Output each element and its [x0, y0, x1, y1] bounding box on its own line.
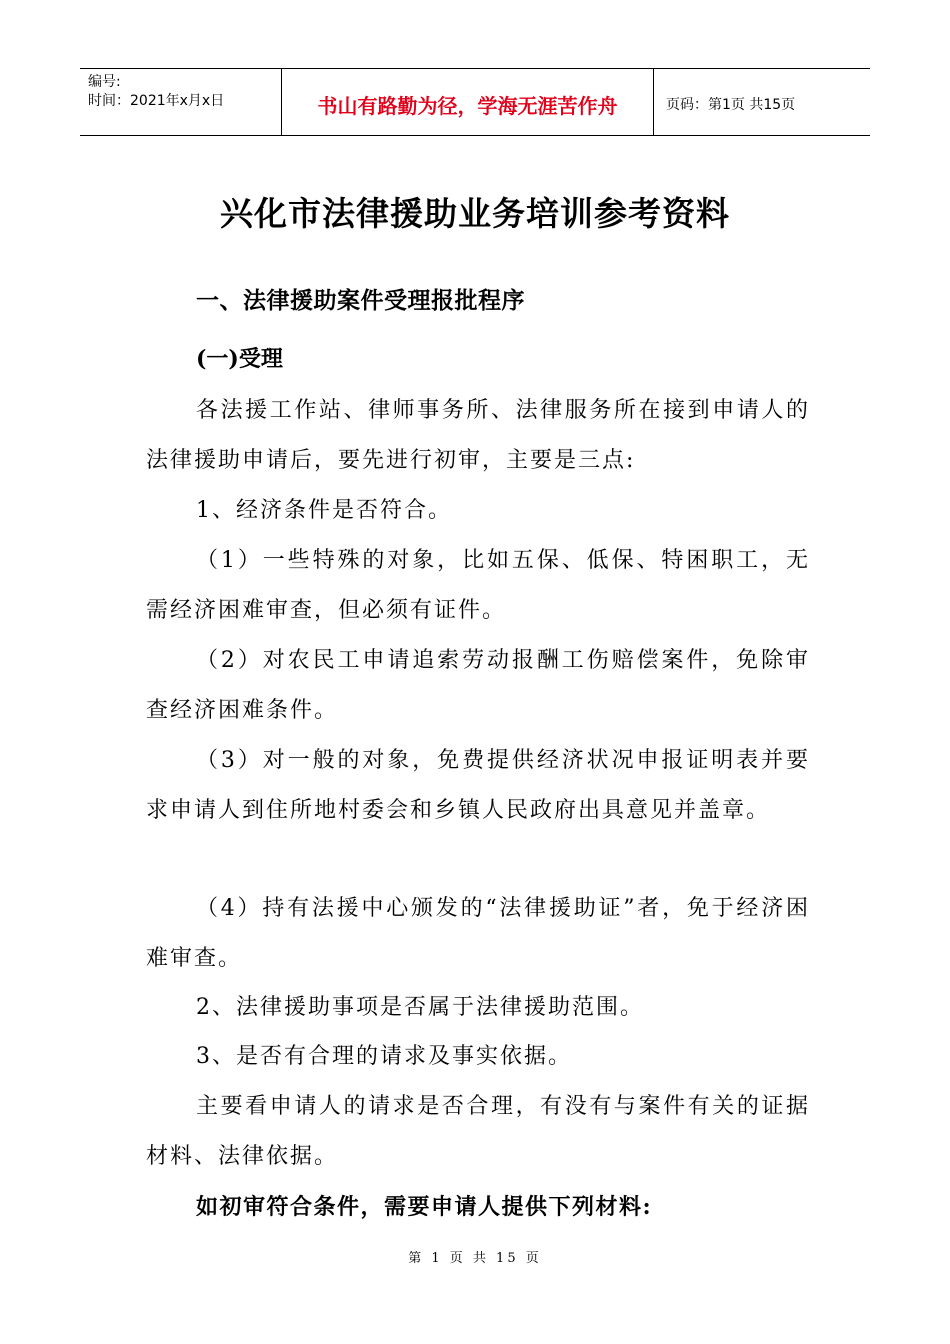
paragraph: （2）对农民工申请追索劳动报酬工伤赔偿案件，免除审查经济困难条件。 [146, 648, 810, 723]
document-title: 兴化市法律援助业务培训参考资料 [220, 194, 730, 233]
sub-heading: (一)受理 [196, 346, 283, 372]
header-meta-cell [80, 69, 282, 135]
header-table [80, 68, 870, 136]
paragraph: 1、经济条件是否符合。 [196, 498, 452, 523]
header-page-label: 页码：第1页 共15页 [666, 97, 796, 113]
paragraph-bold: 如初审符合条件，需要申请人提供下列材料: [196, 1194, 653, 1220]
paragraph: 2、法律援助事项是否属于法律援助范围。 [196, 995, 644, 1020]
paragraph: 3、是否有合理的请求及事实依据。 [196, 1044, 572, 1069]
paragraph: （1）一些特殊的对象，比如五保、低保、特困职工，无需经济困难审查，但必须有证件。 [146, 548, 810, 623]
section-heading: 一、法律援助案件受理报批程序 [196, 288, 525, 314]
paragraph: （3）对一般的对象，免费提供经济状况申报证明表并要求申请人到住所地村委会和乡镇人民政府出具意见并盖章。 [146, 748, 810, 823]
paragraph: 各法援工作站、律师事务所、法律服务所在接到申请人的法律援助申请后，要先进行初审，主要是三点: [146, 398, 810, 473]
header-motto: 书山有路勤为径，学海无涯苦作舟 [282, 69, 654, 135]
paragraph: 主要看申请人的请求是否合理，有没有与案件有关的证据材料、法律依据。 [146, 1094, 810, 1169]
header-time-label: 时间：2021年x月x日 [88, 93, 225, 109]
header-number-label: 编号: [88, 74, 121, 90]
page-footer: 第 1 页 共 15 页 [408, 1251, 542, 1266]
paragraph: （4）持有法援中心颁发的“法律援助证”者，免于经济困难审查。 [146, 896, 810, 971]
